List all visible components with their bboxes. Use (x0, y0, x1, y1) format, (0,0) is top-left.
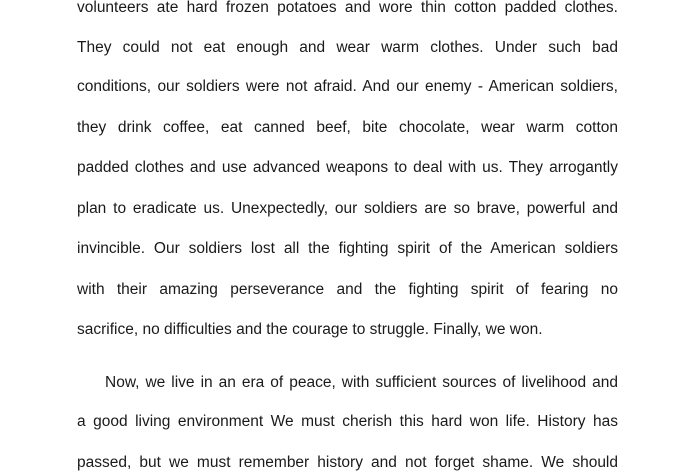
text-line: passed, but we must remember history and not forget shame. We should (77, 454, 618, 471)
text-line: sacrifice, no difficulties and the courage to struggle. Finally, we won. (77, 321, 543, 338)
text-line: plan to eradicate us. Unexpectedly, our soldiers are so brave, powerful and (77, 200, 618, 217)
text-line: Now, we live in an era of peace, with sufficient sources of livelihood and (105, 374, 618, 391)
text-line: they drink coffee, eat canned beef, bite chocolate, wear warm cotton (77, 119, 618, 136)
text-line: invincible. Our soldiers lost all the fighting spirit of the American soldiers (77, 240, 618, 257)
text-line: with their amazing perseverance and the fighting spirit of fearing no (77, 281, 618, 298)
text-line: conditions, our soldiers were not afraid. And our enemy - American soldiers, (77, 78, 618, 95)
text-line: padded clothes and use advanced weapons to deal with us. They arrogantly (77, 159, 618, 176)
text-line: They could not eat enough and wear warm clothes. Under such bad (77, 39, 618, 56)
text-line: volunteers ate hard frozen potatoes and wore thin cotton padded clothes. (77, 0, 618, 16)
text-line: a good living environment We must cherish this hard won life. History has (77, 413, 618, 430)
